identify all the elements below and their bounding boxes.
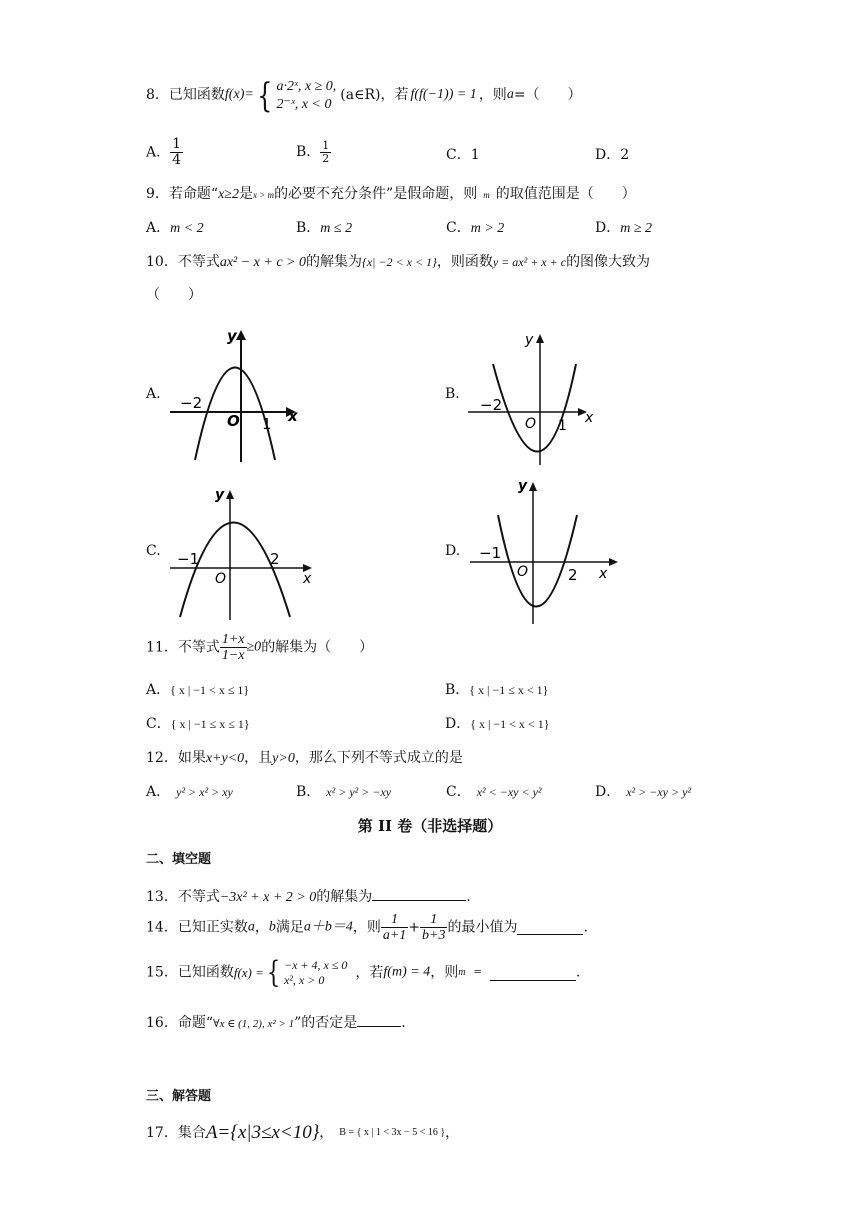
q11-option-d[interactable] bbox=[445, 716, 549, 733]
q8-option-b-label: B． bbox=[296, 144, 321, 161]
q8-option-c-label: C． bbox=[446, 147, 471, 163]
q15-brace: { bbox=[266, 955, 281, 990]
graph-a-y-arrow bbox=[236, 330, 246, 340]
q12-option-d-label: D． bbox=[595, 784, 621, 800]
graph-b-neg-root: −2 bbox=[480, 396, 503, 414]
q14-fraction-1 bbox=[381, 912, 408, 944]
q10-text-a: 10．不等式 bbox=[146, 254, 220, 270]
q9-option-a[interactable] bbox=[146, 220, 204, 238]
question-13 bbox=[146, 886, 471, 907]
q14-condition: a＋b＝4 bbox=[303, 919, 353, 935]
graph-d-pos-root: 2 bbox=[568, 566, 578, 584]
q13-answer-blank[interactable] bbox=[372, 886, 466, 901]
graph-b-origin: O bbox=[525, 416, 537, 432]
q8-prefix: 已知函数 bbox=[168, 87, 225, 104]
part-2-title: 第 II 卷（非选择题） bbox=[357, 817, 503, 835]
graph-d-x-arrow bbox=[609, 558, 618, 566]
q8-option-a-label: A． bbox=[146, 144, 171, 161]
graph-b-curve bbox=[493, 364, 576, 452]
q14-comma: ， bbox=[254, 919, 269, 936]
q8-condition: (a∈R)，若 bbox=[340, 87, 409, 104]
question-10 bbox=[146, 254, 650, 272]
q13-math-a: −3x² + x + 2 > 0 bbox=[219, 890, 317, 905]
q9-option-c[interactable] bbox=[446, 220, 504, 238]
q10-graph-d[interactable] bbox=[465, 478, 625, 628]
q9-option-b-text: m ≤ 2 bbox=[320, 221, 353, 236]
q12-option-c-text: x² < −xy < y² bbox=[476, 785, 542, 799]
q8-pieces bbox=[276, 78, 336, 113]
q11-option-b-text: { x | −1 ≤ x < 1} bbox=[469, 683, 549, 697]
q14-end: . bbox=[583, 919, 588, 936]
q9-option-c-text: m > 2 bbox=[470, 221, 505, 236]
q8-option-d-label: D． bbox=[595, 147, 621, 163]
graph-c-curve bbox=[180, 523, 290, 618]
q9-option-b-label: B． bbox=[296, 220, 321, 236]
graph-a-y-label: y bbox=[227, 327, 237, 345]
q14-var-b: b bbox=[268, 919, 276, 935]
q14-f1-num: 1 bbox=[381, 912, 408, 928]
graph-b-pos-root: 1 bbox=[558, 418, 567, 434]
graph-a-neg-root: −2 bbox=[180, 394, 203, 412]
q15-math-c: m bbox=[458, 967, 466, 978]
graph-b-y-arrow bbox=[536, 334, 544, 343]
graph-c-x-label: x bbox=[303, 571, 312, 587]
graph-d-neg-root: −1 bbox=[479, 544, 502, 562]
q12-option-a-label: A． bbox=[146, 784, 171, 800]
q10-paren: （ ） bbox=[146, 287, 202, 303]
q9-option-a-label: A． bbox=[146, 220, 171, 236]
q12-option-c-label: C． bbox=[446, 784, 471, 800]
q12-math-b: y>0 bbox=[272, 751, 295, 766]
q12-option-c[interactable] bbox=[446, 784, 542, 801]
q8-option-a-num: 1 bbox=[172, 136, 182, 152]
q11-option-a[interactable] bbox=[146, 682, 249, 699]
q8-var: a bbox=[506, 87, 514, 103]
graph-c-pos-root: 2 bbox=[270, 550, 280, 568]
q11-option-c-label: C． bbox=[146, 716, 171, 732]
question-16 bbox=[146, 1012, 406, 1032]
q13-end: . bbox=[466, 889, 471, 905]
q14-f2-den: b+3 bbox=[422, 928, 446, 944]
question-14 bbox=[146, 912, 588, 944]
q10-text-d: 的图像大致为 bbox=[566, 254, 651, 270]
question-8 bbox=[146, 75, 582, 118]
q8-option-a-den: 4 bbox=[172, 152, 182, 169]
question-12 bbox=[146, 750, 463, 768]
q8-fx: f(x)= bbox=[224, 87, 254, 103]
q10-option-d-label[interactable]: D. bbox=[445, 543, 461, 559]
q15-math-b: f(m) = 4 bbox=[383, 964, 431, 980]
q9-text-d: 的取值范围是（ ） bbox=[495, 186, 636, 202]
q14-text-d: 的最小值为 bbox=[447, 919, 518, 936]
q8-number: 8． bbox=[146, 87, 169, 104]
q8-option-a[interactable] bbox=[146, 137, 183, 169]
q16-end: . bbox=[401, 1015, 406, 1031]
q8-option-b-den: 2 bbox=[322, 152, 330, 166]
question-17 bbox=[146, 1122, 459, 1145]
q9-text-a: 9．若命题“ bbox=[146, 186, 219, 202]
graph-d-curve bbox=[498, 515, 577, 607]
q11-den: 1−x bbox=[221, 648, 245, 664]
q10-text-b: 的解集为 bbox=[306, 254, 363, 270]
q17-end: ， bbox=[445, 1125, 460, 1141]
graph-c-y-arrow bbox=[226, 490, 234, 499]
question-9 bbox=[146, 186, 636, 204]
q9-option-d[interactable] bbox=[595, 220, 652, 238]
q9-math-a: x≥2 bbox=[218, 187, 239, 202]
q8-tail: =（ ） bbox=[513, 87, 582, 104]
q8-suffix: ，则 bbox=[478, 87, 507, 104]
q11-option-d-text: { x | −1 < x < 1} bbox=[470, 717, 550, 731]
q8-equation: f(f(−1)) = 1 bbox=[410, 87, 477, 103]
q8-option-b[interactable] bbox=[296, 140, 331, 165]
q12-option-b-text: x² > y² > −xy bbox=[326, 785, 392, 799]
q8-option-b-num: 1 bbox=[322, 139, 330, 152]
q10-graph-b[interactable] bbox=[463, 327, 598, 467]
q11-option-b-label: B． bbox=[445, 682, 470, 698]
q9-option-d-label: D． bbox=[595, 220, 621, 236]
section-2-heading: 二、填空题 bbox=[146, 852, 212, 867]
q16-answer-blank[interactable] bbox=[357, 1012, 401, 1027]
q17-math-b: B = { x | 1 < 3x − 5 < 16 } bbox=[339, 1127, 446, 1139]
q15-pieces bbox=[284, 958, 347, 988]
q8-option-c[interactable] bbox=[446, 147, 480, 164]
q17-math-a: A={x|3≤x<10} bbox=[205, 1122, 320, 1143]
q9-option-c-label: C． bbox=[446, 220, 471, 236]
q11-option-a-text: { x | −1 < x ≤ 1} bbox=[170, 683, 250, 697]
q8-option-d[interactable] bbox=[595, 147, 629, 164]
graph-b-x-label: x bbox=[585, 410, 594, 426]
q13-text-a: 13．不等式 bbox=[146, 889, 220, 905]
q10-graph-a[interactable] bbox=[165, 325, 300, 465]
q8-piece-2: 2⁻ˣ, x < 0 bbox=[276, 96, 332, 112]
q11-option-c-text: { x | −1 ≤ x ≤ 1} bbox=[170, 717, 250, 731]
q8-option-a-fraction bbox=[170, 137, 183, 169]
q11-text-a: 11．不等式 bbox=[146, 639, 220, 656]
q11-fraction bbox=[220, 632, 247, 664]
q8-option-b-fraction bbox=[320, 140, 331, 165]
q8-piece-1: a·2ˣ, x ≥ 0, bbox=[276, 79, 337, 94]
q14-text-a: 14．已知正实数 bbox=[146, 919, 248, 936]
q11-num: 1+x bbox=[221, 632, 245, 647]
q12-option-b[interactable] bbox=[296, 784, 391, 801]
q9-option-d-text: m ≥ 2 bbox=[620, 221, 653, 236]
graph-d-y-arrow bbox=[529, 482, 537, 491]
q15-piece-1: −x + 4, x ≤ 0 bbox=[283, 958, 348, 972]
q8-option-c-text: 1 bbox=[470, 147, 480, 163]
q15-text-c: ，则 bbox=[430, 964, 459, 981]
q15-text-b: ，若 bbox=[355, 964, 384, 981]
graph-a-pos-root: 1 bbox=[262, 415, 272, 433]
q10-option-a-label[interactable]: A. bbox=[146, 386, 161, 402]
q12-option-d[interactable] bbox=[595, 784, 691, 801]
q11-option-b[interactable] bbox=[445, 682, 548, 699]
q12-text-b: ，且 bbox=[244, 750, 273, 766]
q12-text-a: 12．如果 bbox=[146, 750, 206, 766]
graph-d-origin: O bbox=[517, 564, 529, 580]
q10-text-c: ，则函数 bbox=[436, 254, 493, 270]
question-11 bbox=[146, 632, 373, 664]
q10-option-b-label[interactable]: B. bbox=[445, 386, 460, 402]
q11-option-c[interactable] bbox=[146, 716, 250, 733]
q14-text-b: 满足 bbox=[275, 919, 304, 936]
graph-c-neg-root: −1 bbox=[177, 550, 200, 568]
q10-math-a: ax² − x + c > 0 bbox=[219, 255, 307, 270]
q15-fx: f(x) = bbox=[233, 965, 264, 981]
q11-math-a: ≥0 bbox=[246, 639, 262, 655]
graph-d-y-label: y bbox=[518, 478, 528, 494]
q14-f2-num: 1 bbox=[420, 912, 447, 928]
q14-text-c: ，则 bbox=[352, 919, 381, 936]
graph-a-origin: O bbox=[227, 412, 240, 430]
q15-text-a: 15．已知函数 bbox=[146, 964, 234, 981]
q16-text-b: ”的否定是 bbox=[294, 1015, 358, 1031]
q12-option-d-text: x² > −xy > y² bbox=[626, 785, 692, 799]
q12-option-a-text: y² > x² > xy bbox=[176, 785, 233, 799]
graph-c-origin: O bbox=[215, 571, 227, 587]
q15-piece-2: x², x > 0 bbox=[283, 973, 325, 987]
q9-math-b: x > m bbox=[252, 190, 275, 200]
q9-math-c: m bbox=[483, 190, 490, 200]
q9-text-c: 的必要不充分条件”是假命题，则 bbox=[274, 186, 478, 202]
q14-plus: + bbox=[408, 919, 421, 936]
q17-text-a: 17．集合 bbox=[146, 1125, 206, 1141]
q9-text-b: 是 bbox=[238, 186, 253, 202]
question-15 bbox=[146, 955, 581, 990]
q12-option-a[interactable] bbox=[146, 784, 233, 801]
q14-fraction-2 bbox=[420, 912, 447, 944]
q10-math-b: {x| −2 < x < 1} bbox=[362, 255, 437, 269]
q8-brace: { bbox=[257, 75, 273, 116]
section-3-heading: 三、解答题 bbox=[146, 1089, 212, 1104]
q9-option-b[interactable] bbox=[296, 220, 352, 238]
q16-math-a: ∀x ∈ (1, 2), x² > 1 bbox=[212, 1018, 295, 1030]
q15-end: . bbox=[575, 964, 581, 981]
graph-c-y-label: y bbox=[215, 487, 225, 503]
q16-text-a: 16．命题“ bbox=[146, 1015, 213, 1031]
q12-option-b-label: B． bbox=[296, 784, 321, 800]
q10-option-c-label[interactable]: C. bbox=[146, 543, 161, 559]
q9-option-a-text: m < 2 bbox=[170, 221, 204, 236]
q14-f1-den: a+1 bbox=[382, 928, 407, 944]
q8-option-d-text: 2 bbox=[620, 147, 630, 163]
graph-d-x-label: x bbox=[599, 566, 608, 582]
q14-var-a: a bbox=[247, 919, 255, 935]
q11-option-d-label: D． bbox=[445, 716, 471, 732]
q14-answer-blank[interactable] bbox=[517, 920, 583, 935]
graph-b-y-label: y bbox=[525, 332, 534, 348]
graph-a-x-label: x bbox=[288, 407, 298, 425]
q12-text-c: ，那么下列不等式成立的是 bbox=[294, 750, 463, 766]
q12-math-a: x+y<0 bbox=[205, 751, 245, 766]
q13-text-b: 的解集为 bbox=[316, 889, 373, 905]
q11-option-a-label: A． bbox=[146, 682, 171, 698]
q10-math-c: y = ax² + x + c bbox=[492, 255, 567, 269]
q11-text-b: 的解集为（ ） bbox=[261, 639, 374, 656]
q10-graph-c[interactable] bbox=[165, 482, 320, 622]
q17-comma: ， bbox=[319, 1125, 334, 1141]
q15-answer-blank[interactable] bbox=[490, 966, 576, 981]
q15-eq: = bbox=[473, 967, 482, 978]
